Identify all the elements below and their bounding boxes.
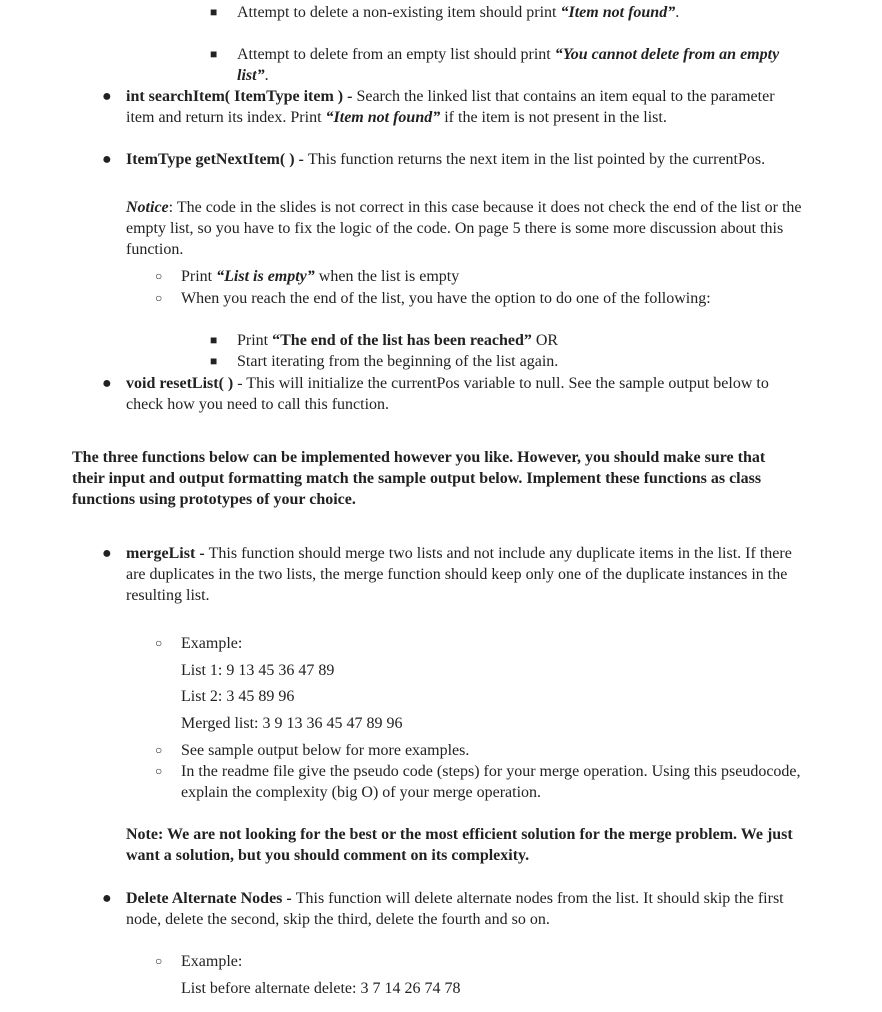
- delete-example-before: List before alternate delete: 3 7 14 26 74 78: [181, 980, 461, 997]
- square-bullet-icon: ■: [210, 333, 218, 347]
- reset-list-signature: void resetList( ): [126, 375, 234, 392]
- merge-example-list1: List 1: 9 13 45 36 47 89: [181, 662, 335, 679]
- square-bullet-icon: ■: [210, 354, 218, 368]
- merge-example-list2: List 2: 3 45 89 96: [181, 688, 295, 705]
- circle-bullet-icon: ○: [155, 269, 163, 283]
- merge-note: Note: We are not looking for the best or the most efficient solution for the merge problem. We just want a solution, but you should comment on its complexity.: [126, 826, 793, 864]
- disc-bullet-icon: ●: [102, 88, 112, 105]
- square-bullet-icon: ■: [210, 47, 218, 61]
- end-reached-item: ○ When you reach the end of the list, you have the option to do one of the following:: [155, 290, 711, 307]
- list-empty-item: ○ Print “List is empty” when the list is empty: [155, 268, 460, 285]
- notice-paragraph: Notice: The code in the slides is not correct in this case because it does not check the end of the list or the empty list, so you have to fix the logic of the code. On page 5 there is some more discussion about this function.: [126, 199, 802, 258]
- circle-bullet-icon: ○: [155, 743, 163, 757]
- circle-bullet-icon: ○: [155, 764, 163, 778]
- search-item-bullet: ● int searchItem( ItemType item ) - Search the linked list that contains an item equal to the parameter item and return its index. Print “Item not found” if the item is not present in the list.: [102, 88, 775, 126]
- get-next-item-bullet: ● ItemType getNextItem( ) - This function returns the next item in the list pointed by the currentPos.: [102, 151, 766, 168]
- merge-list-bullet: ● mergeList - This function should merge two lists and not include any duplicate items in the list. If there are duplicates in the two lists, the merge function should keep only one of the duplicate instances in the resulting list.: [102, 545, 792, 604]
- circle-bullet-icon: ○: [155, 636, 163, 650]
- delete-example-label: ○ Example:: [155, 953, 243, 970]
- search-item-signature: int searchItem( ItemType item ): [126, 88, 344, 105]
- merge-list-name: mergeList: [126, 545, 196, 562]
- disc-bullet-icon: ●: [102, 151, 112, 168]
- option-print-item: ■ Print “The end of the list has been reached” OR: [210, 332, 559, 349]
- see-sample-item: ○ See sample output below for more examples.: [155, 742, 470, 759]
- circle-bullet-icon: ○: [155, 954, 163, 968]
- get-next-item-signature: ItemType getNextItem( ): [126, 151, 295, 168]
- section-heading: The three functions below can be implemented however you like. However, you should make sure that their input and output formatting match the sample output below. Implement these functions as class functions using prototypes of your choice.: [72, 449, 766, 508]
- delete-alternate-name: Delete Alternate Nodes: [126, 890, 283, 907]
- circle-bullet-icon: ○: [155, 291, 163, 305]
- merge-example-merged: Merged list: 3 9 13 36 45 47 89 96: [181, 715, 403, 732]
- delete-empty-item: ■ Attempt to delete from an empty list should print “You cannot delete from an empty list”.: [210, 46, 780, 84]
- option-restart-item: ■ Start iterating from the beginning of the list again.: [210, 353, 559, 370]
- disc-bullet-icon: ●: [102, 375, 112, 392]
- delete-alternate-bullet: ● Delete Alternate Nodes - This function will delete alternate nodes from the list. It should skip the first node, delete the second, skip the third, delete the fourth and so on.: [102, 890, 784, 928]
- reset-list-bullet: ● void resetList( ) - This will initialize the currentPos variable to null. See the sample output below to check how you need to call this function.: [102, 375, 769, 413]
- disc-bullet-icon: ●: [102, 545, 112, 562]
- disc-bullet-icon: ●: [102, 890, 112, 907]
- readme-item: ○ In the readme file give the pseudo code (steps) for your merge operation. Using this pseudocode, explain the complexity (big O) of your merge operation.: [155, 763, 801, 801]
- merge-example-label: ○ Example:: [155, 635, 243, 652]
- delete-missing-item: ■ Attempt to delete a non-existing item should print “Item not found”.: [210, 4, 680, 21]
- square-bullet-icon: ■: [210, 5, 218, 19]
